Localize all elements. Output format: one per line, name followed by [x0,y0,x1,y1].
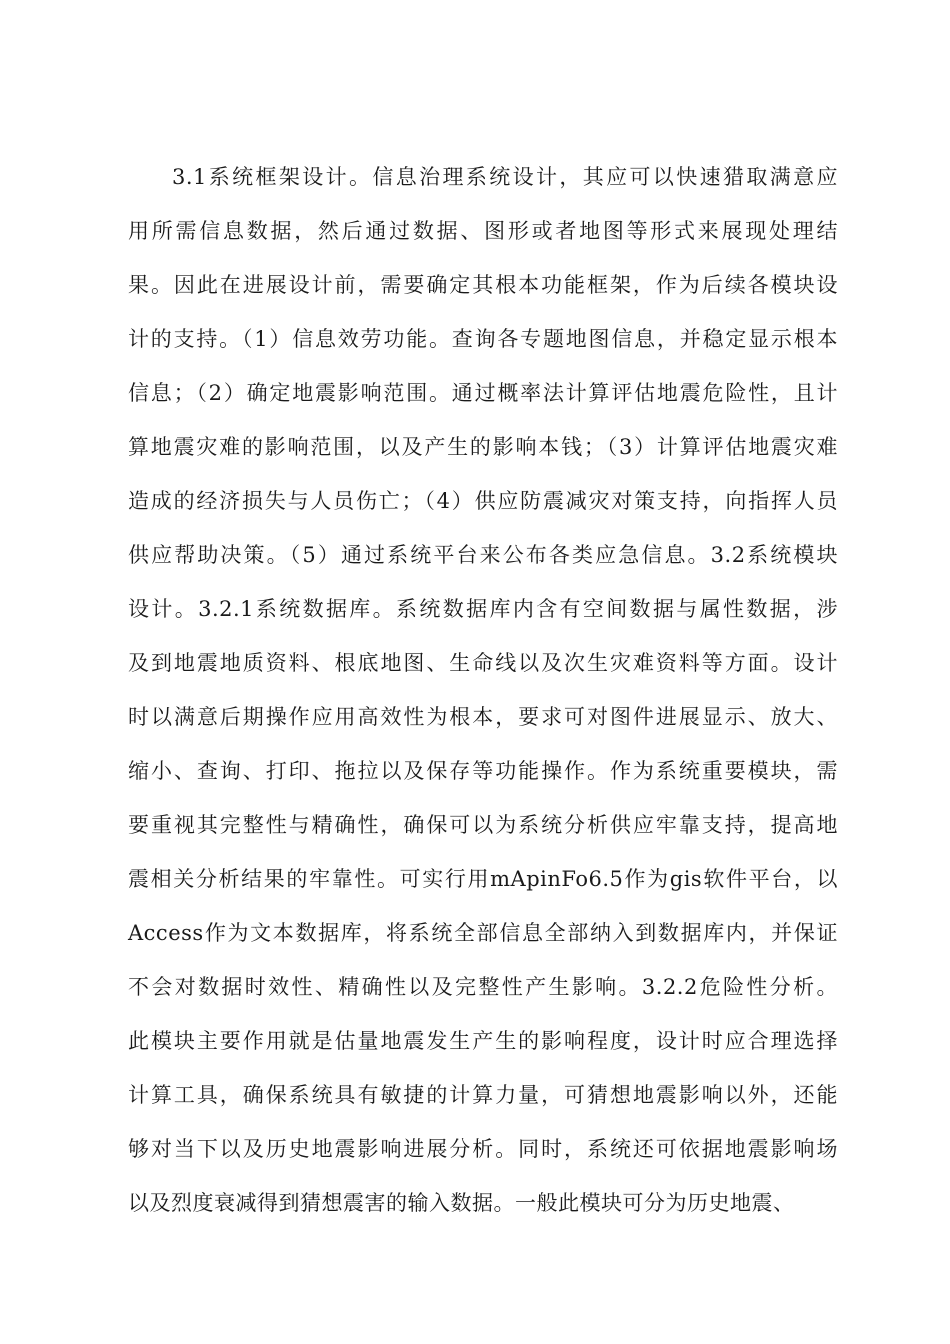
text-line: 要重视其完整性与精确性，确保可以为系统分析供应牢靠支持，提高地 [128,813,838,837]
text-line: 时以满意后期操作应用高效性为根本，要求可对图件进展显示、放大、 [128,705,838,729]
text-line: 计算工具，确保系统具有敏捷的计算力量，可猜想地震影响以外，还能 [128,1083,838,1107]
text-line: 设计。3.2.1系统数据库。系统数据库内含有空间数据与属性数据，涉 [128,597,838,621]
text-line: Access作为文本数据库，将系统全部信息全部纳入到数据库内，并保证 [128,921,838,945]
text-line: 不会对数据时效性、精确性以及完整性产生影响。3.2.2危险性分析。 [128,975,838,999]
text-line: 供应帮助决策。（5）通过系统平台来公布各类应急信息。3.2系统模块 [128,543,838,567]
text-line: 造成的经济损失与人员伤亡；（4）供应防震减灾对策支持，向指挥人员 [128,489,838,513]
text-line: 震相关分析结果的牢靠性。可实行用mApinFo6.5作为gis软件平台，以 [128,867,838,891]
body-paragraph [128,150,838,1230]
text-line: 此模块主要作用就是估量地震发生产生的影响程度，设计时应合理选择 [128,1029,838,1053]
text-line: 计的支持。（1）信息效劳功能。查询各专题地图信息，并稳定显示根本 [128,327,838,351]
text-line: 3.1系统框架设计。信息治理系统设计，其应可以快速猎取满意应 [172,165,838,189]
text-line: 够对当下以及历史地震影响进展分析。同时，系统还可依据地震影响场 [128,1137,838,1161]
text-line: 信息；（2）确定地震影响范围。通过概率法计算评估地震危险性，且计 [128,381,838,405]
text-line: 算地震灾难的影响范围，以及产生的影响本钱；（3）计算评估地震灾难 [128,435,838,459]
text-line: 果。因此在进展设计前，需要确定其根本功能框架，作为后续各模块设 [128,273,838,297]
text-line: 以及烈度衰减得到猜想震害的输入数据。一般此模块可分为历史地震、 [128,1191,795,1215]
text-line: 用所需信息数据，然后通过数据、图形或者地图等形式来展现处理结 [128,219,838,243]
text-line: 缩小、查询、打印、拖拉以及保存等功能操作。作为系统重要模块，需 [128,759,838,783]
text-line: 及到地震地质资料、根底地图、生命线以及次生灾难资料等方面。设计 [128,651,838,675]
